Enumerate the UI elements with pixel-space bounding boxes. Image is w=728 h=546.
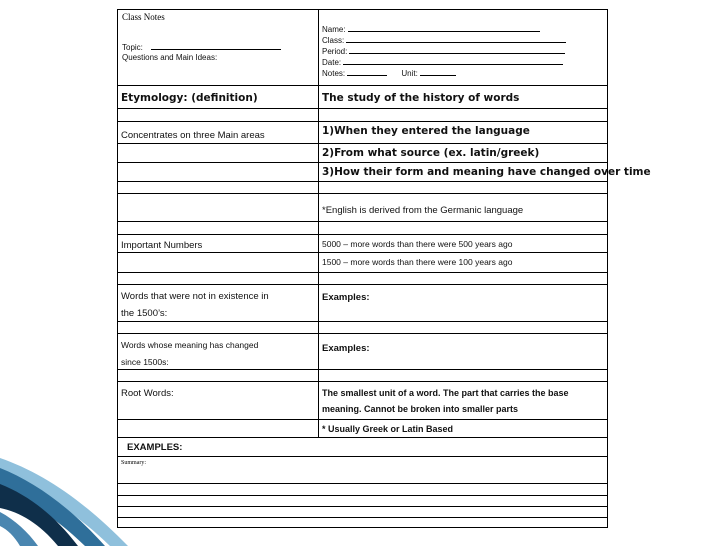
not-existing-row <box>118 284 607 321</box>
not-existing-label-1: Words that were not in existence in <box>121 291 269 302</box>
area-2: 2)From what source (ex. latin/greek) <box>322 147 540 159</box>
notes-unit-field[interactable]: Notes: Unit: <box>322 67 456 78</box>
main-areas-row <box>118 121 607 143</box>
class-notes-title: Class Notes <box>122 12 165 22</box>
examples-caps-row <box>118 437 607 456</box>
meaning-changed-row <box>118 333 607 369</box>
examples-caps-label: EXAMPLES: <box>127 442 183 453</box>
english-row <box>118 193 607 221</box>
summary-row <box>118 456 607 483</box>
date-field[interactable]: Date: <box>322 56 563 67</box>
blank-row <box>118 221 607 234</box>
summary-line[interactable] <box>118 495 607 506</box>
blank-row <box>118 369 607 381</box>
topic-field[interactable]: Topic: <box>122 41 281 52</box>
numbers-row <box>118 234 607 252</box>
area-3: 3)How their form and meaning have changed over time <box>322 166 651 178</box>
meaning-changed-label-1: Words whose meaning has changed <box>121 340 259 350</box>
period-field[interactable]: Period: <box>322 45 565 56</box>
class-field[interactable]: Class: <box>322 34 566 45</box>
numbers-label: Important Numbers <box>121 240 203 251</box>
class-notes-sheet <box>117 9 651 528</box>
area-row <box>118 162 651 181</box>
main-areas-label: Concentrates on three Main areas <box>121 130 265 141</box>
number-5000: 5000 – more words than there were 500 years ago <box>322 239 513 249</box>
root-note-row <box>118 419 607 437</box>
meaning-changed-label-2: since 1500s: <box>121 357 169 367</box>
decorative-swoosh <box>0 452 128 546</box>
summary-line[interactable] <box>118 506 607 517</box>
number-1500: 1500 – more words than there were 100 years ago <box>322 257 513 267</box>
root-definition-2: meaning. Cannot be broken into smaller parts <box>322 404 519 414</box>
questions-label: Questions and Main Ideas: <box>122 53 218 62</box>
root-words-label: Root Words: <box>121 388 174 399</box>
blank-row <box>118 108 607 121</box>
blank-row <box>118 321 607 333</box>
summary-label: Summary: <box>121 460 146 466</box>
etymology-label: Etymology: (definition) <box>121 92 258 104</box>
etymology-definition: The study of the history of words <box>322 92 520 104</box>
area-1: 1)When they entered the language <box>322 125 530 137</box>
not-existing-label-2: the 1500’s: <box>121 308 168 319</box>
english-note: *English is derived from the Germanic language <box>322 205 524 216</box>
examples-label: Examples: <box>322 343 370 354</box>
blank-row <box>118 181 607 193</box>
name-field[interactable]: Name: <box>322 23 540 34</box>
summary-line[interactable] <box>118 483 607 495</box>
area-row <box>118 143 607 162</box>
blank-row <box>118 272 607 284</box>
header-row <box>118 10 607 85</box>
root-words-row <box>118 381 607 419</box>
root-definition-1: The smallest unit of a word. The part that carries the base <box>322 388 569 398</box>
root-note: * Usually Greek or Latin Based <box>322 424 454 434</box>
etymology-row <box>118 85 607 108</box>
summary-line[interactable] <box>118 517 607 527</box>
numbers-row <box>118 252 607 272</box>
examples-label: Examples: <box>322 292 370 303</box>
